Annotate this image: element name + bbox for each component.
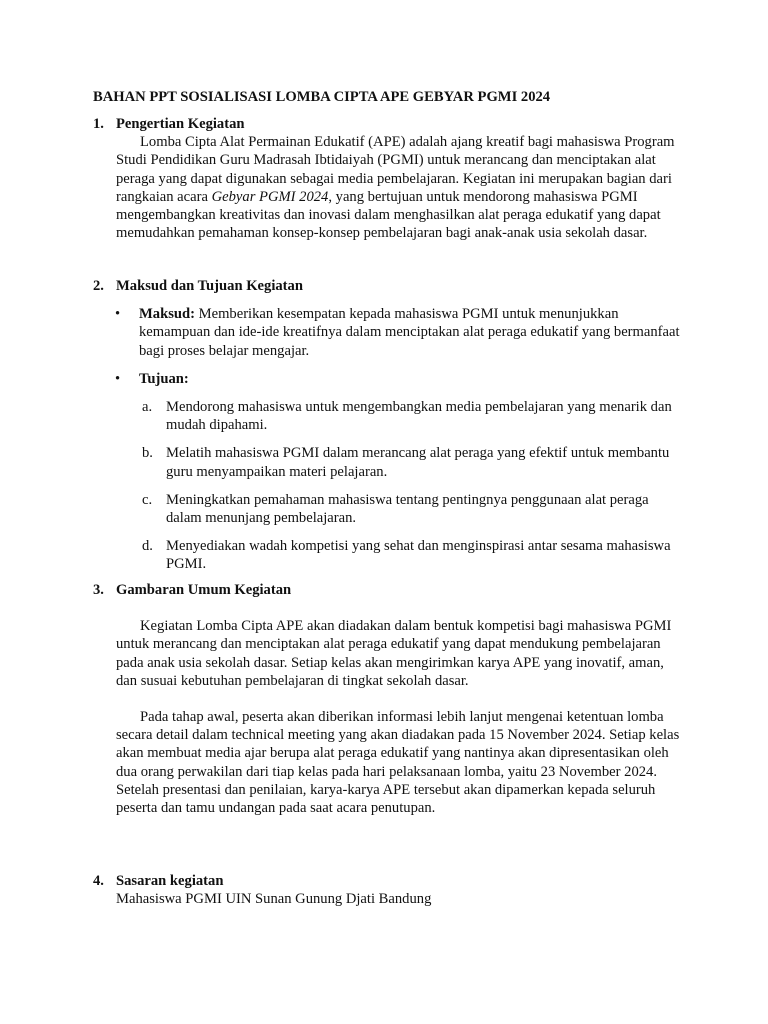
section-heading bbox=[93, 872, 683, 890]
section-heading bbox=[93, 277, 683, 295]
bullet-dot-icon: • bbox=[115, 370, 121, 387]
section-title: Maksud dan Tujuan Kegiatan bbox=[116, 278, 303, 294]
event-name: Gebyar PGMI 2024 bbox=[211, 188, 329, 205]
section-gambaran-umum bbox=[93, 581, 683, 817]
list-text: Melatih mahasiswa PGMI dalam merancang alat peraga yang efektif untuk membantu guru menyampaikan materi pelajaran. bbox=[166, 445, 670, 480]
section-paragraph: Pada tahap awal, peserta akan diberikan informasi lebih lanjut mengenai ketentuan lomba secara detail dalam technical meeting yang akan diadakan pada 15 November 2024. Setiap kelas akan membuat media ajar berupa alat peraga edukatif yang nantinya akan dipresentasikan oleh dua orang perwakilan dari tiap kelas pada hari pelaksanaan lomba, yaitu 23 November 2024. Setelah presentasi dan penilaian, karya-karya APE tersebut akan dipamerkan kepada seluruh peserta dan tamu undangan pada saat acara penutupan. bbox=[116, 709, 680, 817]
section-heading bbox=[93, 581, 683, 599]
section-pengertian bbox=[93, 115, 683, 242]
section-paragraph: Kegiatan Lomba Cipta APE akan diadakan dalam bentuk kompetisi bagi mahasiswa PGMI untuk merancang dan menciptakan alat peraga edukatif yang dapat mendukung pembelajaran pada anak usia sekolah dasar. Setiap kelas akan mengirimkan karya APE yang inovatif, aman, dan susuai kebutuhan pembelajaran di tingkat sekolah dasar. bbox=[116, 618, 672, 689]
list-letter: c. bbox=[142, 491, 153, 508]
bullet-label: Maksud: bbox=[139, 306, 195, 323]
section-title: Sasaran kegiatan bbox=[116, 873, 224, 889]
list-letter: b. bbox=[142, 445, 153, 462]
section-number: 2. bbox=[93, 278, 104, 294]
section-number: 3. bbox=[93, 582, 104, 598]
bullet-maksud bbox=[115, 305, 683, 360]
list-text: Meningkatkan pemahaman mahasiswa tentang pentingnya penggunaan alat peraga dalam menunjang pembelajaran. bbox=[166, 491, 649, 527]
bullet-dot-icon: • bbox=[115, 306, 121, 323]
paragraph-text: , yang bertujuan untuk mendorong mahasiswa PGMI mengembangkan kreativitas dan inovasi dalam menghasilkan alat peraga edukatif yang dapat memudahkan pemahaman konsep-konsep pembelajaran bagi anak-anak usia sekolah dasar. bbox=[116, 188, 661, 242]
list-letter: d. bbox=[142, 538, 153, 555]
section-maksud-tujuan bbox=[93, 277, 683, 574]
list-item bbox=[142, 398, 683, 434]
section-paragraph: Mahasiswa PGMI UIN Sunan Gunung Djati Bandung bbox=[116, 891, 432, 908]
list-text: Mendorong mahasiswa untuk mengembangkan media pembelajaran yang menarik dan mudah dipahami. bbox=[166, 399, 672, 434]
list-item bbox=[142, 491, 683, 527]
list-item bbox=[142, 537, 683, 573]
section-number: 1. bbox=[93, 116, 104, 132]
paragraph-text: Lomba Cipta Alat Permainan Edukatif (APE) adalah ajang kreatif bagi mahasiswa Program Studi Pendidikan Guru Madrasah Ibtidaiyah (PGMI) untuk merancang dan menciptakan alat peraga yang dapat digunakan sebagai media pembelajaran. Kegiatan ini merupakan bagian dari rangkaian acara bbox=[116, 134, 675, 205]
section-heading bbox=[93, 115, 683, 133]
section-title: Gambaran Umum Kegiatan bbox=[116, 582, 292, 598]
section-title: Pengertian Kegiatan bbox=[116, 116, 245, 132]
document-title: BAHAN PPT SOSIALISASI LOMBA CIPTA APE GEBYAR PGMI 2024 bbox=[93, 89, 551, 105]
section-paragraph bbox=[116, 133, 683, 242]
bullet-text: Memberikan kesempatan kepada mahasiswa PGMI untuk menunjukkan kemampuan dan ide-ide kreatifnya dalam menciptakan alat peraga edukatif yang bermanfaat bagi proses belajar mengajar. bbox=[139, 306, 680, 359]
list-text: Menyediakan wadah kompetisi yang sehat dan menginspirasi antar sesama mahasiswa PGMI. bbox=[166, 538, 671, 573]
section-number: 4. bbox=[93, 873, 104, 889]
bullet-label: Tujuan: bbox=[139, 370, 189, 387]
list-item bbox=[142, 444, 683, 480]
section-sasaran bbox=[93, 872, 683, 908]
list-letter: a. bbox=[142, 399, 153, 416]
bullet-tujuan bbox=[115, 370, 683, 388]
